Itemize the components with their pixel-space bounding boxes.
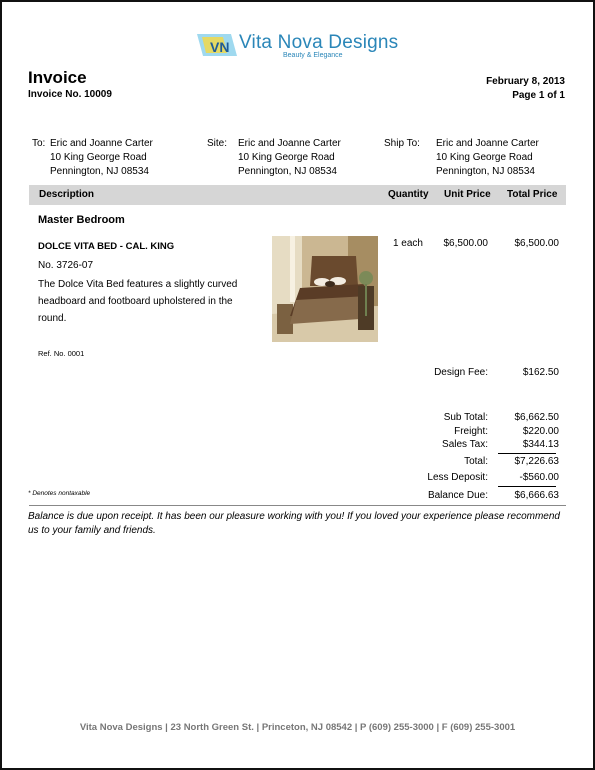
- column-unit-price: Unit Price: [444, 189, 491, 200]
- company-logo: [197, 32, 407, 62]
- item-total-price: $6,500.00: [514, 238, 559, 249]
- to-city: Pennington, NJ 08534: [50, 166, 149, 177]
- design-fee-label: Design Fee:: [434, 367, 488, 378]
- closing-message: Balance is due upon receipt. It has been our pleasure working with you! If you loved your experience please recommend us to your family and friends.: [28, 511, 560, 536]
- balance-due-label: Balance Due:: [427, 490, 488, 501]
- site-address-block: [207, 137, 377, 181]
- site-label: Site:: [207, 138, 228, 149]
- column-quantity: Quantity: [388, 189, 429, 200]
- product-name: DOLCE VITA BED - CAL. KING: [38, 241, 175, 252]
- ship-to-city: Pennington, NJ 08534: [436, 166, 535, 177]
- invoice-date: February 8, 2013: [486, 76, 565, 87]
- column-description: Description: [39, 189, 95, 200]
- room-section-title: Master Bedroom: [38, 214, 125, 226]
- site-name: Eric and Joanne Carter: [238, 138, 341, 149]
- reference-number: Ref. No. 0001: [38, 349, 85, 358]
- total-label: Total:: [464, 456, 488, 467]
- to-address-lines: [50, 137, 153, 179]
- ship-to-name: Eric and Joanne Carter: [436, 138, 539, 149]
- ship-to-street: 10 King George Road: [436, 152, 533, 163]
- to-street: 10 King George Road: [50, 152, 147, 163]
- balance-due-value: $6,666.63: [514, 490, 559, 501]
- nontaxable-note: * Denotes nontaxable: [28, 490, 91, 497]
- subtotal-label: Sub Total:: [443, 412, 488, 423]
- sales-tax-label: Sales Tax:: [442, 439, 488, 450]
- svg-text:VN: VN: [210, 39, 230, 55]
- site-street: 10 King George Road: [238, 152, 335, 163]
- to-label: To:: [32, 138, 46, 149]
- total-separator-line: [498, 453, 556, 454]
- vn-logo-icon: [197, 32, 237, 58]
- invoice-title: Invoice: [28, 68, 87, 87]
- subtotal-value: $6,662.50: [514, 412, 559, 423]
- bedroom-photo: [272, 236, 378, 342]
- deposit-value: -$560.00: [519, 472, 559, 483]
- item-unit-price: $6,500.00: [443, 238, 488, 249]
- brand-name: Vita Nova Designs: [239, 32, 399, 53]
- ship-to-address-lines: [436, 137, 539, 179]
- site-address-lines: [238, 137, 341, 179]
- deposit-label: Less Deposit:: [427, 472, 488, 483]
- ship-to-address-block: [384, 137, 564, 181]
- line-items-header: [29, 185, 566, 205]
- product-number: No. 3726-07: [38, 260, 94, 271]
- to-address-block: [32, 137, 202, 181]
- product-description: The Dolce Vita Bed features a slightly curved headboard and footboard upholstered in the round.: [38, 279, 238, 324]
- sales-tax-value: $344.13: [522, 439, 559, 450]
- total-value: $7,226.63: [514, 456, 559, 467]
- freight-value: $220.00: [522, 426, 559, 437]
- freight-label: Freight:: [454, 426, 488, 437]
- invoice-number: Invoice No. 10009: [28, 89, 112, 100]
- ship-to-label: Ship To:: [384, 138, 420, 149]
- design-fee-value: $162.50: [522, 367, 559, 378]
- column-total-price: Total Price: [507, 189, 558, 200]
- closing-divider: [29, 505, 566, 506]
- to-name: Eric and Joanne Carter: [50, 138, 153, 149]
- item-quantity: 1 each: [392, 238, 423, 249]
- page-indicator: Page 1 of 1: [512, 90, 565, 101]
- brand-tagline: Beauty & Elegance: [283, 52, 343, 59]
- site-city: Pennington, NJ 08534: [238, 166, 337, 177]
- balance-separator-line: [498, 486, 556, 487]
- company-footer: Vita Nova Designs | 23 North Green St. | Princeton, NJ 08542 | P (609) 255-3000 | F (609) 255-3001: [79, 722, 516, 733]
